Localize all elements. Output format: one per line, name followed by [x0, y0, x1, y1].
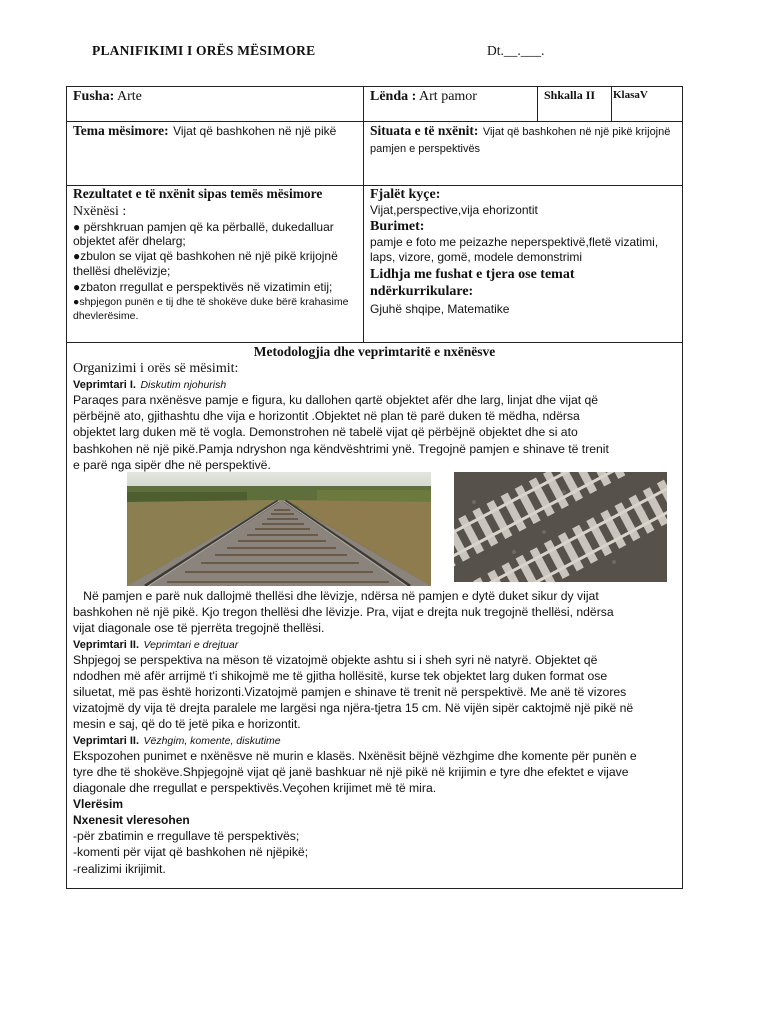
situata-label: Situata e të nxënit: [370, 123, 479, 138]
klasa-label: KlasaV [613, 89, 648, 101]
tema-value: Vijat që bashkohen në një pikë [173, 124, 337, 138]
fusha-value: Arte [116, 89, 142, 104]
lenda-value: Art pamor [419, 89, 477, 104]
text-line: vijat diagonale ose të pjerrëta tregojnë thellësi. [73, 621, 325, 636]
text-line: vizatojmë dy vija të drejta paralele me largësi nga njëra-tjetra 15 cm. Në vijën sipër caktojmë një pikë në [73, 701, 634, 716]
vleresim-list [73, 828, 679, 877]
text-line: mesin e saj, që do të jetë pika e horizontit. [73, 717, 301, 732]
text-line: bashkohen në një pikë.Pamja ndryshon nga këndvështrimi ynë. Tregojnë pamjen e shinave të trenit [73, 441, 609, 456]
railway-perspective-image [127, 472, 431, 586]
text-line: siluetat, më pas është horizonti.Vizatojmë pamjen e shinave të trenit në perspektivë. Me anë të vizores [73, 685, 627, 700]
situata-value: Vijat që bashkohen në një pikë krijojnë pamjen e perspektivës [370, 126, 671, 155]
column-divider [537, 86, 538, 121]
result-item: ●shpjegon punën e tij dhe të shokëve duke bërë krahasime dhevlerësime. [73, 295, 349, 322]
tema-label: Tema mësimore: [73, 123, 169, 138]
list-item: -komenti për vijat që bashkohen në njëpikë; [73, 845, 309, 860]
text-line: tyre dhe të shokëve.Shpjegojnë vijat që janë bashkuar në një pikë në krijimin e tyre dhe efektet e vijave [73, 764, 629, 779]
text-line: bashkohen në një pikë. Kjo tregon thellësi dhe lëvizje. Pra, vijat e drejta nuk tregojnë thellësi, ndërsa [73, 605, 614, 620]
row-divider [66, 121, 683, 122]
text-line: përbëjnë ato, gjithashtu dhe vija e horizontit .Objektet në plan të parë duken të mëdha, ndërsa [73, 409, 580, 424]
fusha-label: Fusha: [73, 89, 115, 104]
text-line: Paraqes para nxënësve pamje e figura, ku dallohen qartë objektet afër dhe larg, linjat dhe vijat që [73, 393, 599, 407]
fjalet-value: Vijat,perspective,vija ehorizontit [370, 203, 538, 217]
keywords-cell [370, 186, 680, 317]
burimet-value: pamje e foto me peizazhe neperspektivë,fletë vizatimi, laps, vizore, gomë, modele demonstrimi [370, 234, 659, 264]
lidhja-label: Lidhja me fushat e tjera ose temat ndërkurrikulare: [370, 266, 575, 299]
railway-perspective-photo [127, 472, 431, 586]
result-item: ●zbulon se vijat që bashkohen në një pikë krijojnë thellësi dhelëvizje; [73, 249, 338, 278]
burimet-label: Burimet: [370, 218, 425, 234]
text-line: Shpjegoj se perspektiva na mëson të vizatojmë objekte ashtu si i sheh syri në natyrë. Objektet që [73, 652, 598, 667]
railway-top-view-image [454, 472, 667, 582]
fjalet-label: Fjalët kyçe: [370, 187, 441, 202]
list-item: -realizimi ikrijimit. [73, 861, 166, 876]
nxenesit-label: Nxenesit vleresohen [73, 813, 190, 828]
activity-type: Veprimtari e drejtuar [143, 638, 239, 651]
nxenesi-label: Nxënësi : [73, 203, 127, 219]
date-field: Dt.__.___. [487, 43, 545, 58]
activities-block [73, 360, 679, 473]
page-title: PLANIFIKIMI I ORËS MËSIMORE [92, 43, 316, 58]
lenda-label: Lënda : [370, 89, 417, 104]
activity-heading [73, 733, 679, 748]
rezultatet-cell [73, 186, 361, 323]
column-divider [363, 86, 364, 342]
result-item: ●zbaton rregullat e perspektivës në vizatimin etij; [73, 279, 333, 294]
result-item: ● përshkruan pamjen që ka përballë, dukedalluar objektet afër dhelarg; [73, 219, 334, 249]
list-item: -për zbatimin e rregullave të perspektivës; [73, 829, 300, 844]
activity-text [73, 748, 679, 797]
activity-text [73, 652, 679, 733]
fusha-cell [73, 88, 358, 105]
text-line: objektet larg duken më të vogla. Demonstrohen në tabelë vijat që përbëjnë objektet dhe si ato [73, 425, 578, 440]
activity-type: Diskutim njohurish [140, 379, 227, 391]
shkalla-label: Shkalla II [544, 88, 596, 102]
activity-label: Veprimtari I. [73, 379, 136, 391]
activities-block-2 [73, 588, 679, 877]
activity-heading [73, 377, 679, 392]
rezultatet-title: Rezultatet e të nxënit sipas temës mësimore [73, 186, 323, 201]
text-line: diagonale dhe rregullat e perspektivës.Veçohen krijimet më të mira. [73, 781, 437, 796]
activity-text [73, 392, 679, 473]
activity-type: Vëzhgim, komente, diskutime [143, 734, 281, 747]
activity-heading [73, 637, 679, 652]
organizimi-label: Organizimi i orës së mësimit: [73, 361, 239, 376]
section-title: Metodologjia dhe veprimtaritë e nxënësve [253, 344, 496, 359]
situata-cell [370, 123, 678, 157]
text-line: Në pamjen e parë nuk dallojmë thellësi dhe lëvizje, ndërsa në pamjen e dytë duket sikur dy vijat [73, 589, 599, 603]
vleresim-label: Vlerësim [73, 797, 124, 812]
lidhja-value: Gjuhë shqipe, Matematike [370, 301, 510, 316]
tema-cell [73, 123, 359, 139]
lenda-cell [370, 88, 535, 105]
activity-text [73, 588, 679, 637]
activity-label: Veprimtari II. [73, 638, 140, 651]
activity-label: Veprimtari II. [73, 734, 140, 747]
text-line: Ekspozohen punimet e nxënësve në murin e klasës. Nxënësit bëjnë vëzhgime dhe komente për punën e [73, 748, 637, 763]
text-line: ndodhen më afër arrijmë t'i shikojmë me të gjitha hollësitë, kurse tek objektet larg duken format ose [73, 668, 608, 683]
text-line: e parë nga sipër dhe në perspektivë. [73, 457, 271, 472]
railway-top-view-photo [454, 472, 667, 582]
